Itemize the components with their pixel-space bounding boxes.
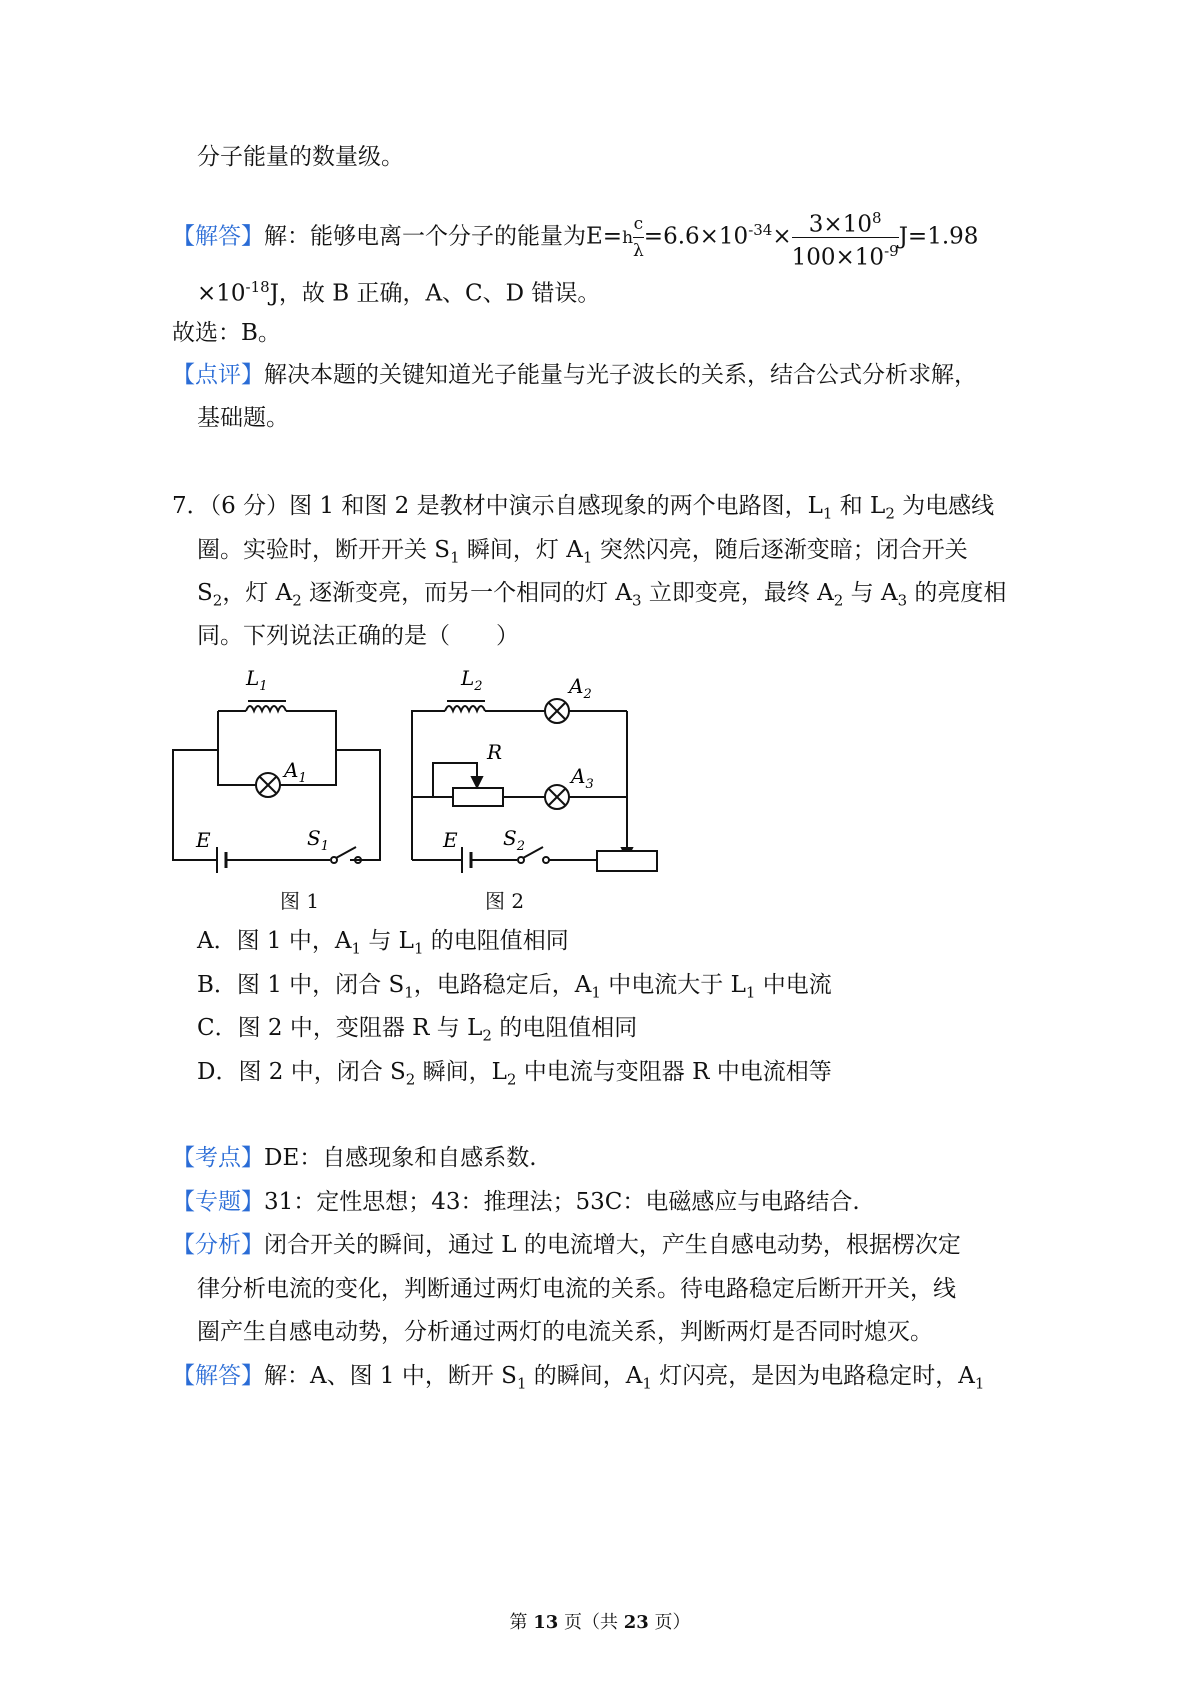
fenxi-line3: 圈产生自感电动势，分析通过两灯的电流关系，判断两灯是否同时熄灭。 bbox=[197, 1319, 933, 1345]
fig2-R-label: R bbox=[487, 740, 503, 764]
answer-formula-line: 【解答】解：能够电离一个分子的能量为E=h $\frac{c}{\lambda}$ $=6.6\times 10^{-34}\times$ $\frac{3\times 10^8}{100\times 10^{-9}}$ J=1.98 bbox=[172, 200, 978, 271]
fig2-A2-label: $A_2$ bbox=[569, 674, 592, 702]
zhuanti-line: 【专题】31：定性思想；43：推理法；53C：电磁感应与电路结合. bbox=[172, 1189, 860, 1215]
fig1-L-label: $L_1$ bbox=[246, 666, 268, 694]
comment-line: 【点评】解决本题的关键知道光子能量与光子波长的关系，结合公式分析求解， bbox=[172, 362, 977, 388]
jieda-tag: 【解答】 bbox=[172, 223, 264, 250]
q7-stem-line4: 同。下列说法正确的是（ ） bbox=[197, 623, 519, 649]
option-d: D．图 2 中，闭合 $S_2$ 瞬间，$L_2$ 中电流与变阻器 R 中电流相等 bbox=[197, 1059, 832, 1089]
zhuanti-tag: 【专题】 bbox=[172, 1189, 264, 1215]
choose-line: 故选：B。 bbox=[172, 320, 281, 346]
option-b: B．图 1 中，闭合 $S_1$，电路稳定后，$A_1$ 中电流大于 $L_1$ 中电流 bbox=[197, 972, 832, 1002]
q7-stem-line1: 7．（6 分）图 1 和图 2 是教材中演示自感现象的两个电路图，$L_1$ 和 $L_2$ 为电感线 bbox=[172, 493, 995, 523]
fig1-S-label: $S_1$ bbox=[307, 826, 329, 854]
page-footer: 第 13 页（共 23 页） bbox=[509, 1612, 691, 1633]
circuit-figure-1 bbox=[160, 655, 390, 885]
fig1-A-label: $A_1$ bbox=[284, 758, 307, 786]
circuit-figure-2 bbox=[405, 655, 675, 885]
jieda-line: 【解答】解：A、图 1 中，断开 $S_1$ 的瞬间，$A_1$ 灯闪亮，是因为电路稳定时，$A_1$ bbox=[172, 1363, 985, 1393]
option-a: A．图 1 中，$A_1$ 与 $L_1$ 的电阻值相同 bbox=[197, 928, 569, 958]
dianping-tag: 【点评】 bbox=[172, 362, 264, 388]
energy-fraction: $\frac{3\times 10^8}{100\times 10^{-9}}$ bbox=[792, 205, 899, 271]
fig2-caption: 图 2 bbox=[485, 889, 525, 913]
answer-result-line: $\times 10^{-18}J$，故 B 正确，A、C、D 错误。 bbox=[197, 278, 601, 307]
fenxi-line2: 律分析电流的变化，判断通过两灯电流的关系。待电路稳定后断开开关，线 bbox=[197, 1276, 956, 1302]
fig2-A3-label: $A_3$ bbox=[571, 764, 594, 792]
page-total: 23 bbox=[623, 1612, 649, 1633]
comment-line-2: 基础题。 bbox=[197, 405, 289, 431]
fig1-E-label: E bbox=[196, 828, 211, 852]
fig2-S-label: $S_2$ bbox=[503, 826, 525, 854]
fig1-caption: 图 1 bbox=[280, 889, 320, 913]
page-number: 13 bbox=[533, 1612, 559, 1633]
jieda-tag-q7: 【解答】 bbox=[172, 1363, 264, 1389]
answer-line-end: 分子能量的数量级。 bbox=[197, 144, 404, 170]
fenxi-tag: 【分析】 bbox=[172, 1232, 264, 1258]
fig2-L-label: $L_2$ bbox=[461, 666, 483, 694]
fenxi-line1: 【分析】闭合开关的瞬间，通过 L 的电流增大，产生自感电动势，根据楞次定 bbox=[172, 1232, 961, 1258]
q7-stem-line2: 圈。实验时，断开开关 $S_1$ 瞬间，灯 $A_1$ 突然闪亮，随后逐渐变暗；闭合开关 bbox=[197, 537, 968, 567]
h-c-lambda: h bbox=[622, 228, 634, 249]
kaodian-tag: 【考点】 bbox=[172, 1145, 264, 1171]
fig2-E-label: E bbox=[443, 828, 458, 852]
q7-stem-line3: $S_2$，灯 $A_2$ 逐渐变亮，而另一个相同的灯 $A_3$ 立即变亮，最终 $A_2$ 与 $A_3$ 的亮度相 bbox=[197, 580, 1007, 610]
option-c: C．图 2 中，变阻器 R 与 $L_2$ 的电阻值相同 bbox=[197, 1015, 638, 1045]
kaodian-line: 【考点】DE：自感现象和自感系数. bbox=[172, 1145, 537, 1171]
